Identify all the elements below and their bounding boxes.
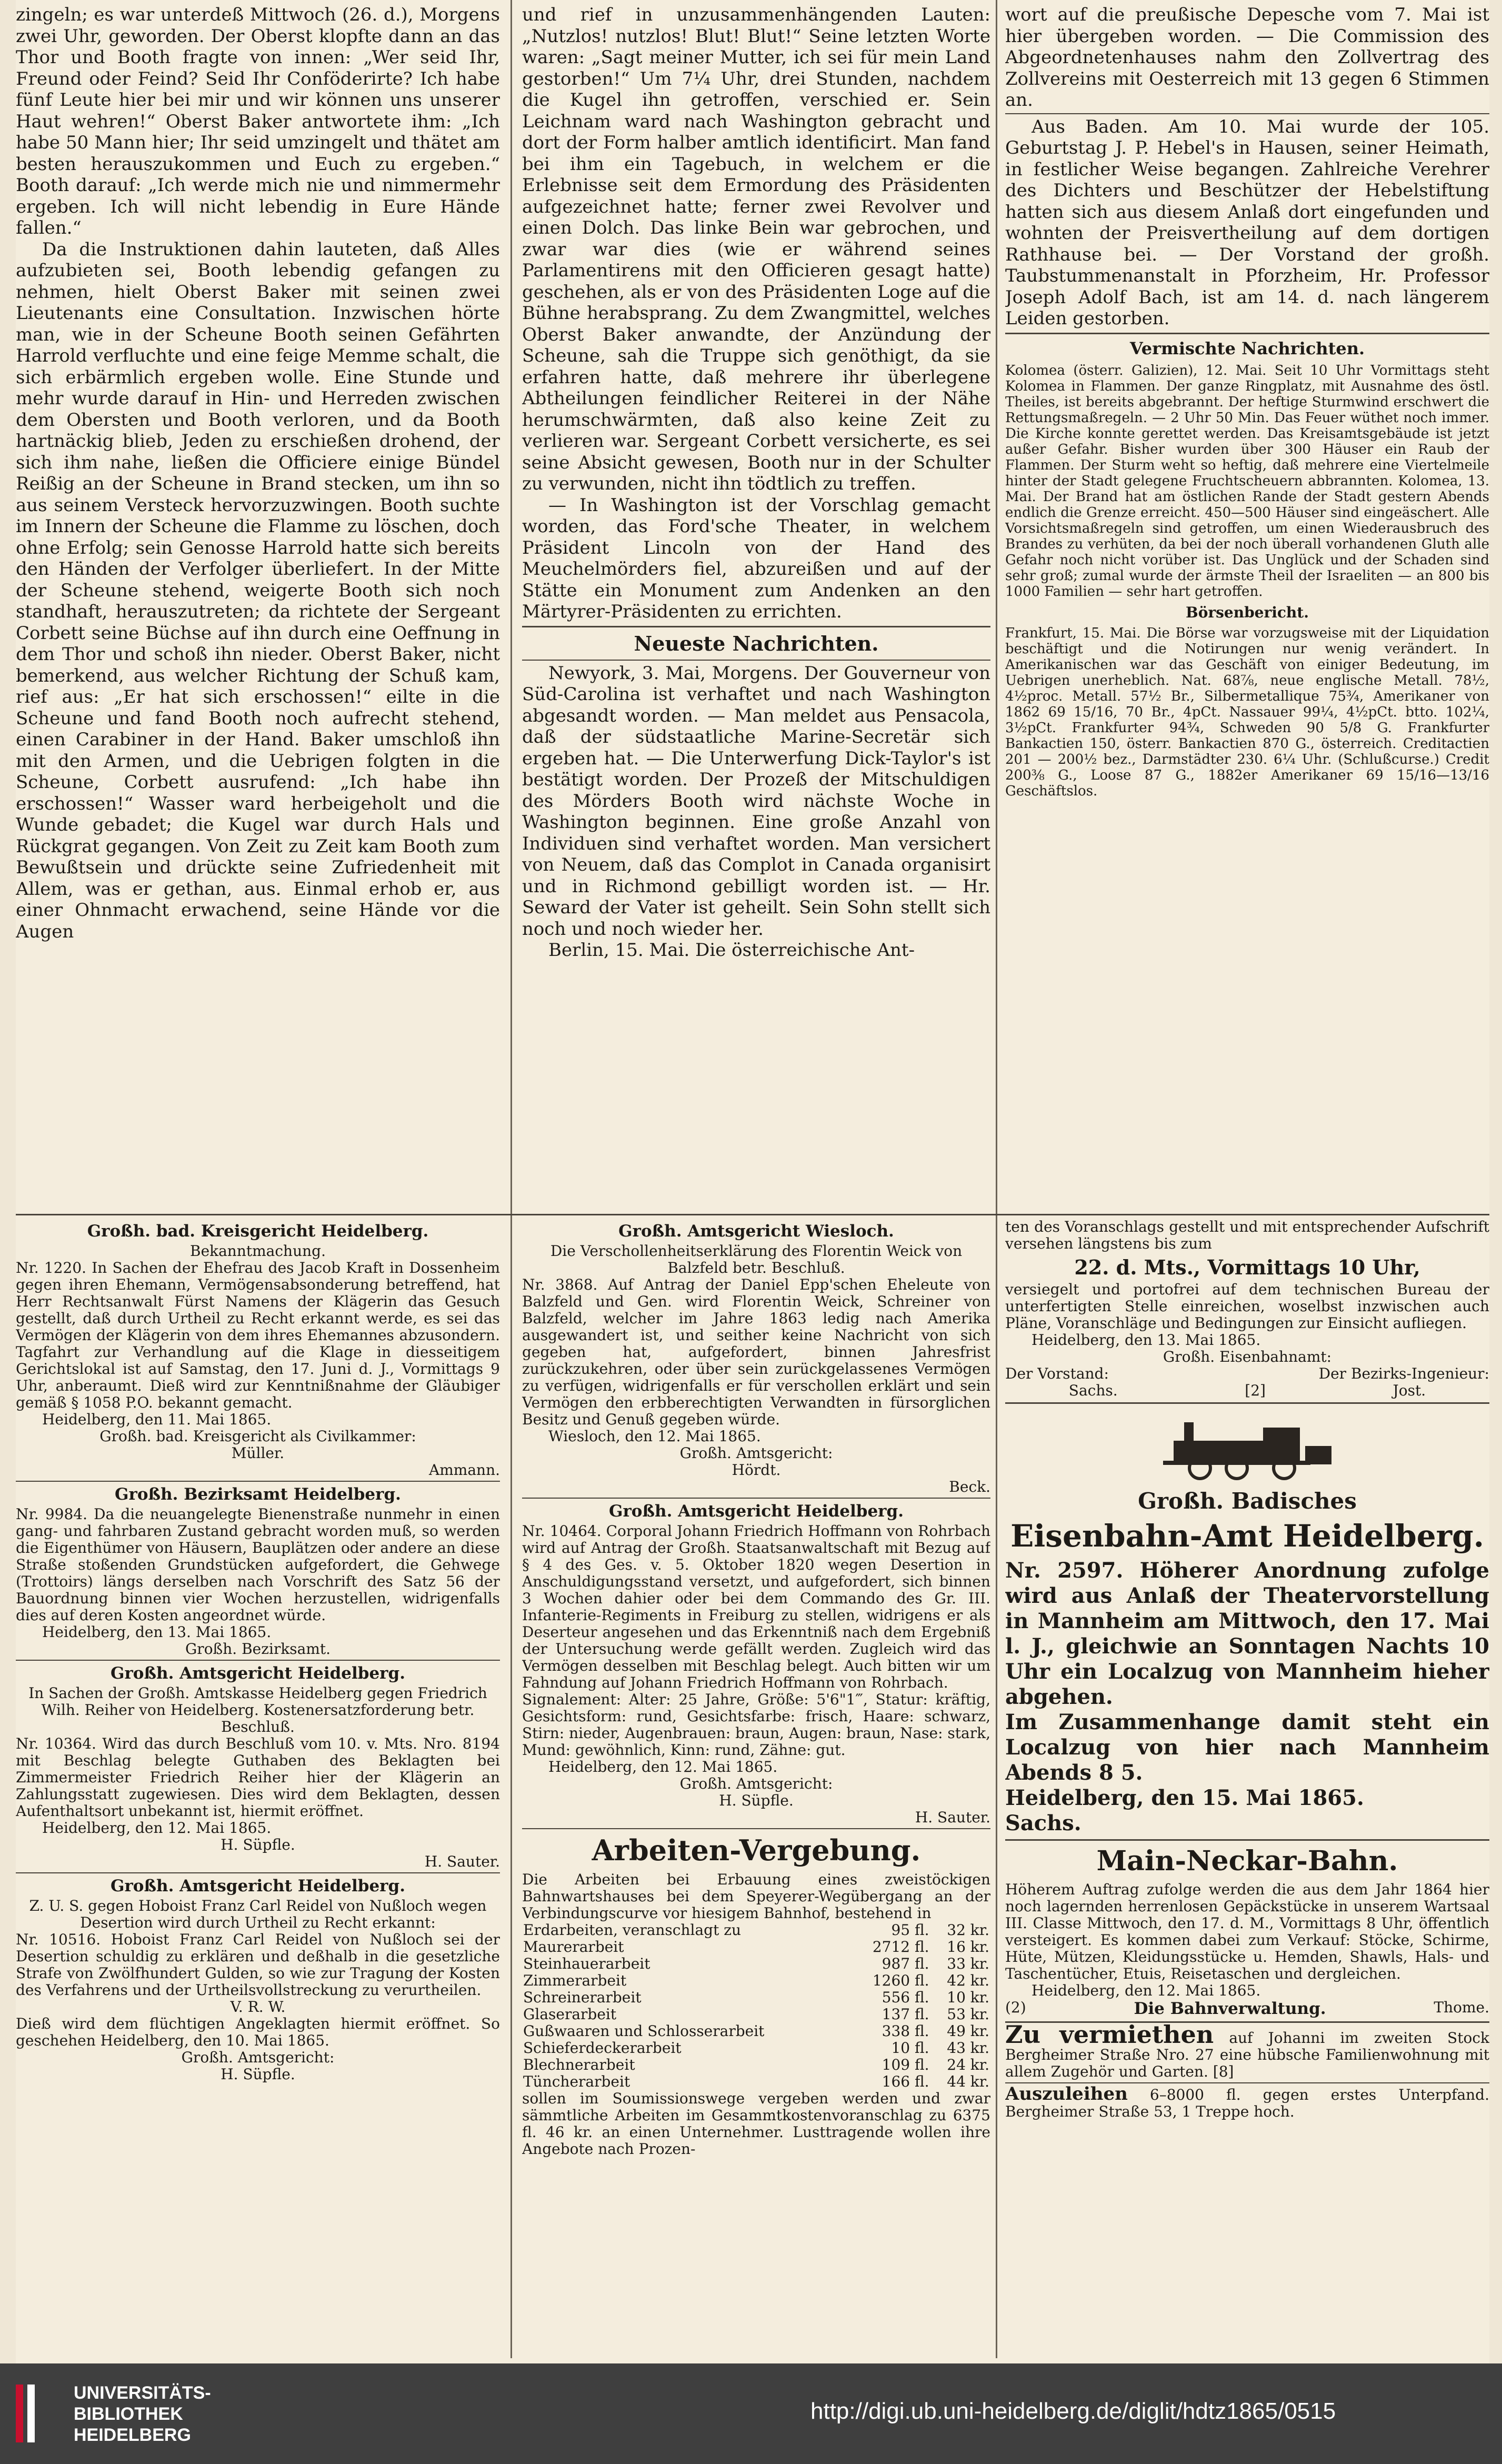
signature-row: [1005, 1382, 1489, 1399]
ad-text: Höherem Auftrag zufolge werden die aus dem Jahr 1864 hier noch lagernden herrenlosen Gepäckstücke in unserem Wartsaal III. Classe Mittwoch, den 17. d. M., Vormittags 8 Uhr, öffentlich versteigert. Es kommen dabei zum Verkauf: Stöcke, Schirme, Hüte, Mützen, Kleidungsstücke u. Hemden, Shawls, Hals- und Taschentücher, Etuis, Reisetaschen und dergleichen.: [1005, 1881, 1489, 1982]
notice-subheading: Z. U. S. gegen Hoboist Franz Carl Reidel von Nußloch wegen Desertion wird durch Urtheil zu Recht erkannt:: [29, 1897, 487, 1931]
cost-cell-kr: 44 kr.: [947, 2073, 989, 2090]
divider: [522, 1828, 990, 1829]
cost-cell-fl: 137 fl.: [882, 2006, 929, 2023]
ad-heading: Zu vermiethen: [1005, 2020, 1214, 2049]
ad-heading: Main-Neckar-Bahn.: [1096, 1845, 1398, 1877]
cost-cell-item: Gußwaaren und Schlosserarbeit: [523, 2022, 765, 2040]
notice-text: Nr. 1220. In Sachen der Ehefrau des Jacob Kraft in Dossenheim gegen ihren Ehemann, Vermögensabsonderung betreffend, hat Herr Rechtsanwalt Fürst Namens der Klägerin das Gesuch gestellt, daß durch Urtheil zu Recht erkannt werde, es sei das Vermögen der Klägerin von dem ihres Ehemannes abzusondern. Tagfahrt zur Verhandlung auf die Klage in diesseitigem Gerichtslokal ist auf Samstag, den 17. Juni d. J., Vormittags 9 Uhr, anberaumt. Dieß wird zur Kenntnißnahme der Gläubiger gemäß § 1058 P.O. bekannt gemacht.: [16, 1259, 500, 1411]
library-name: [74, 2382, 211, 2446]
ad-text: ten des Voranschlags gestellt und mit entsprechender Aufschrift versehen längstens bis zum: [1005, 1219, 1489, 1252]
divider: [522, 1498, 990, 1499]
notice-signature: Ammann.: [429, 1461, 500, 1479]
ad-heading: Eisenbahn-Amt Heidelberg.: [1010, 1518, 1484, 1554]
cost-cell-fl: 556 fl.: [882, 1989, 929, 2006]
ad-date: Heidelberg, den 12. Mai 1865.: [1032, 1982, 1261, 1999]
library-name-line: BIBLIOTHEK: [74, 2404, 183, 2424]
cost-cell-item: Schieferdeckerarbeit: [523, 2039, 682, 2057]
cost-cell-item: Tüncherarbeit: [523, 2073, 630, 2090]
footer-bar: [0, 2363, 1502, 2464]
article-column-1: [16, 4, 500, 1210]
divider: [1005, 1839, 1489, 1841]
ad-signature: Der Bezirks-Ingenieur:: [1318, 1365, 1489, 1382]
notice-signature: H. Süpfle.: [719, 1792, 794, 1809]
notice-signature: Großh. Amtsgericht:: [679, 1775, 833, 1792]
cost-row: [522, 1922, 990, 1939]
notice-date: Heidelberg, den 13. Mai 1865.: [42, 1623, 272, 1641]
cost-cell-kr: 53 kr.: [947, 2006, 989, 2023]
notice-heading: Großh. bad. Kreisgericht Heidelberg.: [87, 1222, 429, 1241]
notice-subheading: In Sachen der Großh. Amtskasse Heidelberg gegen Friedrich Wilh. Reiher von Heidelberg. Kostenersatzforderung betr. Beschluß.: [28, 1684, 487, 1735]
cost-cell-kr: 42 kr.: [947, 1972, 989, 1989]
ad-signature: Die Bahnverwaltung.: [1134, 1999, 1326, 2018]
notice-signature: Großh. Amtsgericht:: [679, 1444, 833, 1462]
cost-cell-kr: 33 kr.: [947, 1955, 989, 1972]
notice-heading: Großh. Bezirksamt Heidelberg.: [115, 1485, 401, 1504]
ad-heading: Großh. Badisches: [1138, 1488, 1357, 1514]
ad-text: Im Zusammenhange damit steht ein Localzug von hier nach Mannheim Abends 8 5.: [1005, 1710, 1489, 1785]
ad-text: Die Arbeiten bei Erbauung eines zweistöckigen Bahnwartshauses bei dem Speyerer-Wegübergang an der Verbindungscurve vor hiesigem Bahnhof, bestehend in: [522, 1871, 990, 1922]
article-text: — In Washington ist der Vorschlag gemacht worden, das Ford'sche Theater, in welchem Präsident Lincoln von der Hand des Meuchelmörders fiel, abzureißen und auf der Stätte ein Monument zum Andenken an den Märtyrer-Präsidenten zu errichten.: [522, 494, 990, 622]
cost-cell-fl: 338 fl.: [882, 2022, 929, 2040]
cost-cell-kr: 32 kr.: [947, 1921, 989, 1939]
notice-text: Dieß wird dem flüchtigen Angeklagten hiermit eröffnet. So geschehen Heidelberg, den 10. Mai 1865.: [16, 2015, 500, 2049]
notice-text: Nr. 9984. Da die neuangelegte Bienenstraße nunmehr in einen gang- und fahrbaren Zustand gebracht worden muß, so werden die Eigenthümer von Häusern, Bauplätzen oder andere an diese Straße stoßenden Grundstücken aufgefordert, die Gehwege (Trottoirs) längs derselben nach Vorschrift des Satz 56 der Bauordnung binnen vier Wochen herzustellen, widrigenfalls dies auf deren Kosten angeordnet würde.: [16, 1505, 500, 1624]
ad-signature: Der Vorstand:: [1005, 1365, 1109, 1382]
cost-cell-kr: 10 kr.: [947, 1989, 989, 2006]
notice-signature: H. Süpfle.: [221, 1836, 295, 1853]
cost-cell-item: Blechnerarbeit: [523, 2056, 635, 2073]
ad-signature: Großh. Eisenbahnamt:: [1163, 1348, 1332, 1365]
divider: [16, 1872, 500, 1873]
ad-text: auf Johanni im zweiten Stock Bergheimer Straße Nro. 27 eine hübsche Familienwohnung mit allem Zugehör und Garten. [8]: [1005, 2029, 1489, 2080]
notice-signature: Großh. bad. Kreisgericht als Civilkammer:: [99, 1428, 416, 1445]
cost-row: [522, 1989, 990, 2006]
ad-signature: [2]: [1245, 1382, 1266, 1399]
notice-subheading: Die Verschollenheitserklärung des Florentin Weick von Balzfeld betr. Beschluß.: [550, 1242, 963, 1276]
notice-text: Nr. 3868. Auf Antrag der Daniel Epp'schen Eheleute von Balzfeld und Gen. wird Florentin Weick, Schreiner von Balzfeld, welcher im Jahre 1863 ledig nach Amerika ausgewandert ist, und seither keine Nachricht von sich gegeben hat, aufgefordert, binnen Jahresfrist zurückzukehren, oder über sein zurückgelassenes Vermögen zu verfügen, widrigenfalls er für verschollen erklärt und sein Vermögen den erbberechtigten Verwandten in fürsorglichen Besitz und Genuß gegeben würde.: [522, 1276, 990, 1428]
ad-text: versiegelt und portofrei auf dem technischen Bureau der unterfertigten Stelle einreichen, woselbst inzwischen auch Pläne, Voranschläge und Bedingungen zur Einsicht aufliegen.: [1005, 1281, 1489, 1332]
cost-row: [522, 2006, 990, 2023]
cost-row: [522, 1972, 990, 1989]
cost-cell-item: Glaserarbeit: [523, 2006, 617, 2023]
notices-column-1: [16, 1219, 500, 2361]
notice-signature: Hördt.: [732, 1461, 781, 1479]
signature-row: [1005, 1365, 1489, 1382]
column-rule: [510, 1216, 512, 2358]
library-name-line: UNIVERSITÄTS-: [74, 2383, 211, 2403]
ad-heading: Arbeiten-Vergebung.: [592, 1833, 921, 1867]
divider: [16, 1660, 500, 1661]
cost-row: [522, 2023, 990, 2040]
divider: [1005, 113, 1489, 114]
column-rule: [996, 0, 997, 2358]
news-text: Newyork, 3. Mai, Morgens. Der Gouverneur von Süd-Carolina ist verhaftet und nach Washington abgesandt worden. — Man meldet aus Pensacola, daß der südstaatliche Marine-Secretär sich ergeben hat. — Die Unterwerfung Dick-Taylor's ist bestätigt worden. Der Prozeß der Mitschuldigen des Mörders Booth wird nächste Woche in Washington beginnen. Eine große Anzahl von Individuen sind verhaftet worden. Man versichert von Neuem, daß das Complot in Canada organisirt und in Richmond gebilligt worden ist. — Hr. Seward der Vater ist geheilt. Sein Sohn stellt sich noch und noch wieder her.: [522, 662, 990, 940]
source-url[interactable]: http://digi.ub.uni-heidelberg.de/diglit/hdtz1865/0515: [810, 2398, 1336, 2424]
article-text: wort auf die preußische Depesche vom 7. Mai ist hier übergeben worden. — Die Commission des Abgeordnetenhauses nahm den Zollvertrag des Zollvereins mit Oesterreich mit 13 gegen 6 Stimmen an.: [1005, 4, 1489, 111]
cost-row: [522, 2040, 990, 2057]
ad-text: 6–8000 fl. gegen erstes Unterpfand. Bergheimer Straße 53, 1 Treppe hoch.: [1005, 2086, 1489, 2120]
ad-text: sollen im Soumissionswege vergeben werden und zwar sämmtliche Arbeiten im Gesammtkostenvoranschlag zu 6375 fl. 46 kr. an einen Unternehmer. Lusttragende wollen ihre Angebote nach Prozen-: [522, 2090, 990, 2158]
notice-subheading: Bekanntmachung.: [190, 1242, 326, 1260]
ad-date: Heidelberg, den 13. Mai 1865.: [1032, 1331, 1261, 1349]
ad-heading: Auszuleihen: [1005, 2083, 1128, 2104]
ad-signature: Thome.: [1434, 1999, 1489, 2016]
newspaper-page: [16, 0, 1489, 2363]
cost-cell-kr: 24 kr.: [947, 2056, 989, 2073]
cost-row: [522, 1956, 990, 1972]
divider: [522, 660, 990, 661]
library-logo-icon: [16, 2385, 63, 2442]
cost-cell-item: Zimmerarbeit: [523, 1972, 627, 1989]
cost-cell-item: Erdarbeiten, veranschlagt zu: [523, 1921, 742, 1939]
notice-signature: Müller.: [231, 1444, 285, 1462]
section-heading: Neueste Nachrichten.: [634, 631, 879, 655]
column-rule: [510, 0, 512, 1216]
cost-cell-fl: 166 fl.: [882, 2073, 929, 2090]
cost-table: [522, 1922, 990, 2090]
stock-report: Frankfurt, 15. Mai. Die Börse war vorzugsweise mit der Liquidation beschäftigt und die Notirungen nur wenig verändert. In Amerikanischen war das Geschäft von einiger Bedeutung, im Uebrigen unerheblich. Nat. 68⅞, neue englische Metall. 78½, 4½proc. Metall. 57½ Br., Silbermetallique 75¾, Amerikaner von 1862 69 15/16, 70 Br., 4pCt. Nassauer 99¼, 4½pCt. btto. 102¼, 3½pCt. Frankfurter 94¾, Schweden 90 5/8 G. Frankfurter Bankactien 150, österr. Bankactien 870 G., österreich. Creditactien 201 — 200½ bez., Darmstädter 230. 6¼ Uhr. (Schlußcurse.) Credit 200⅜ G., Loose 87 G., 1882er Amerikaner 69 15/16—13/16 Geschäftslos.: [1005, 625, 1489, 799]
notices-column-2: [522, 1219, 990, 2361]
article-text: Da die Instruktionen dahin lauteten, daß Alles aufzubieten sei, Booth lebendig gefangen zu nehmen, hielt Oberst Baker mit seinen zwei Lieutenants eine Consultation. Inzwischen hörte man, wie in der Scheune Booth seinen Gefährten Harrold verfluchte und eine feige Memme schalt, die sich erbärmlich ergeben wolle. Eine Stunde und mehr wurde darauf in Hin- und Herreden zwischen dem Obersten und Booth verloren, und da Booth hartnäckig blieb, Jeden zu erschießen drohend, der sich ihm nahe, ließen die Officiere einige Bündel Reißig an der Scheune in Brand stecken, um ihn so aus seinem Versteck hervorzuzwingen. Booth suchte im Innern der Scheune die Flamme zu löschen, doch ohne Erfolg; sein Genosse Harrold hatte sich bereits den Händen der Verfolger überliefert. In der Mitte der Scheune stehend, weigerte Booth sich noch standhaft, herauszutreten; da richtete der Sergeant Corbett seine Büchse auf ihn durch eine Oeffnung in dem Thor und schoß ihn nieder. Oberst Baker, nicht bemerkend, aus welcher Richtung der Schuß kam, rief aus: „Er hat sich erschossen!“ eilte in die Scheune und fand Booth noch aufrecht stehend, einen Carabiner in der Hand. Baker umschloß ihn mit den Armen, und die Uebrigen folgten in die Scheune, Corbett ausrufend: „Ich habe ihn erschossen!“ Wasser ward herbeigeholt und die Wunde gebadet; die Kugel war durch Hals und Rückgrat gegangen. Von Zeit zu Zeit kam Booth zum Bewußtsein und drückte seine Zufriedenheit mit Allem, was er gethan, aus. Einmal erhob er, aus einer Ohnmacht erwachend, seine Hände vor die Augen: [16, 238, 500, 942]
divider: [1005, 333, 1489, 334]
cost-cell-item: Maurerarbeit: [523, 1938, 624, 1956]
library-name-line: HEIDELBERG: [74, 2425, 191, 2445]
notice-date: Heidelberg, den 12. Mai 1865.: [548, 1758, 778, 1775]
cost-row: [522, 1939, 990, 1956]
section-heading: Vermischte Nachrichten.: [1129, 338, 1365, 358]
notice-signature: H. Sauter.: [915, 1809, 990, 1826]
cost-row: [522, 2057, 990, 2073]
locomotive-icon: [1153, 1409, 1342, 1483]
notice-signature: Beck.: [949, 1478, 990, 1495]
notice-heading: Großh. Amtsgericht Heidelberg.: [111, 1664, 405, 1683]
notice-date: Heidelberg, den 12. Mai 1865.: [42, 1819, 272, 1837]
notice-heading: Großh. Amtsgericht Heidelberg.: [111, 1877, 405, 1896]
ad-signature: Sachs.: [1068, 1382, 1118, 1399]
notice-heading: Großh. Amtsgericht Heidelberg.: [609, 1502, 904, 1521]
cost-cell-kr: 49 kr.: [947, 2022, 989, 2040]
signature-row: [1005, 1999, 1489, 2018]
article-text: zingeln; es war unterdeß Mittwoch (26. d.), Morgens zwei Uhr, geworden. Der Oberst klopfte dann an das Thor und Booth fragte von innen: „Wer seid Ihr, Freund oder Feind? Seid Ihr Conföderirte? Ich habe fünf Leute hier bei mir und wir können uns unserer Haut wehren!“ Oberst Baker antwortete ihm: „Ich habe 50 Mann hier; Ihr seid umzingelt und thätet am besten herauszukommen und Euch zu ergeben.“ Booth darauf: „Ich werde mich nie und nimmermehr ergeben. Ich will nicht lebendig in Eure Hände fallen.“: [16, 4, 500, 238]
divider: [16, 1214, 1489, 1215]
cost-cell-fl: 10 fl.: [891, 2039, 929, 2057]
cost-cell-item: Steinhauerarbeit: [523, 1955, 650, 1972]
cost-cell-fl: 1260 fl.: [872, 1972, 929, 1989]
cost-cell-kr: 16 kr.: [947, 1938, 989, 1956]
notices-column-3: [1005, 1219, 1489, 2361]
notice-text: Signalement: Alter: 25 Jahre, Größe: 5'6"1‴, Statur: kräftig, Gesichtsform: rund, Gesichtsfarbe: frisch, Haare: schwarz, Stirn: nieder, Augenbrauen: braun, Augen: braun, Nase: stark, Mund: gewöhnlich, Kinn: rund, Zähne: gut.: [522, 1691, 990, 1759]
cost-row: [522, 2073, 990, 2090]
notice-signature: H. Sauter.: [424, 1853, 500, 1870]
ad-date: Heidelberg, den 15. Mai 1865.: [1005, 1785, 1364, 1810]
ad-signature: Jost.: [1393, 1382, 1426, 1399]
notice-signature: Großh. Amtsgericht:: [181, 2049, 335, 2066]
divider: [16, 1481, 500, 1482]
section-heading: Börsenbericht.: [1186, 603, 1309, 621]
ad-signature: (2): [1005, 1999, 1026, 2016]
notice-signature: Großh. Bezirksamt.: [185, 1640, 331, 1658]
cost-cell-fl: 2712 fl.: [872, 1938, 929, 1956]
cost-cell-item: Schreinerarbeit: [523, 1989, 642, 2006]
cost-cell-fl: 109 fl.: [882, 2056, 929, 2073]
notice-signature: H. Süpfle.: [221, 2066, 295, 2083]
mixed-news: Kolomea (österr. Galizien), 12. Mai. Seit 10 Uhr Vormittags steht Kolomea in Flammen. Der ganze Ringplatz, mit Ausnahme des östl. Theiles, ist bereits abgebrannt. Der heftige Sturmwind erschwert die Rettungsmaßregeln. — 2 Uhr 50 Min. Das Feuer wüthet noch immer. Die Kirche konnte gerettet werden. Das Kreisamtsgebäude ist jetzt außer Gefahr. Bisher wurden über 300 Häuser ein Raub der Flammen. Der Sturm weht so heftig, daß mehrere eine Viertelmeile hinter der Stadt gelegene Fruchtscheuern abbrannten. Kolomea, 13. Mai. Der Brand hat am östlichen Rande der Stadt gestern Abends endlich die Grenze erreicht. 450—500 Häuser sind eingeäschert. Alle Vorsichtsmaßregeln sind getroffen, um einen Wiederausbruch des Brandes zu verhüten, da bei der noch überall vorhandenen Gluth alle Gefahr noch nicht vorüber ist. Das Unglück und der Schaden sind sehr groß; zumal wurde der ärmste Theil der Israeliten — an 800 bis 1000 Familien — sehr hart getroffen.: [1005, 362, 1489, 600]
notice-date: Heidelberg, den 11. Mai 1865.: [42, 1411, 272, 1428]
cost-cell-kr: 43 kr.: [947, 2039, 989, 2057]
notice-heading: Großh. Amtsgericht Wiesloch.: [618, 1222, 894, 1241]
notice-text: V. R. W.: [230, 1998, 286, 2016]
notice-text: Nr. 10516. Hoboist Franz Carl Reidel von Nußloch sei der Desertion schuldig zu erklären und deßhalb in die gesetzliche Strafe von Zwölfhundert Gulden, so wie zur Tragung der Kosten des Verfahrens und der Urtheilsvollstreckung zu verurtheilen.: [16, 1931, 500, 1999]
cost-cell-fl: 95 fl.: [891, 1921, 929, 1939]
ad-signature: Sachs.: [1005, 1811, 1082, 1835]
article-text: und rief in unzusammenhängenden Lauten: „Nutzlos! nutzlos! Blut! Blut!“ Seine letzten Worte waren: „Sagt meiner Mutter, ich sei für mein Land gestorben!“ Um 7¼ Uhr, drei Stunden, nachdem die Kugel ihn getroffen, verschied er. Sein Leichnam ward nach Washington gebracht und dort der Form halber amtlich identificirt. Man fand bei ihm ein Tagebuch, in welchem er die Erlebnisse seit dem Ermordung des Präsidenten aufgezeichnet hatte; ferner zwei Revolver und einen Dolch. Das linke Bein war gebrochen, und zwar war dies (wie er während seines Parlamentirens mit den Officieren gesagt hatte) geschehen, als er von des Präsidenten Loge auf die Bühne herabsprang. Zu dem Zwangmittel, welches Oberst Baker anwandte, der Anzündung der Scheune, sah die Truppe sich genöthigt, da sie erfahren hatte, daß mehrere ihr überlegene Abtheilungen feindlicher Reiterei in der Nähe herumschwärmten, daß also keine Zeit zu verlieren war. Sergeant Corbett versicherte, es sei seine Absicht gewesen, Booth nur in der Schulter zu verwunden, nicht ihn tödtlich zu treffen.: [522, 4, 990, 494]
notice-text: Nr. 10464. Corporal Johann Friedrich Hoffmann von Rohrbach wird auf Antrag der Großh. Staatsanwaltschaft mit Bezug auf § 4 des Ges. v. 5. Oktober 1820 wegen Desertion in Anschuldigungsstand versetzt, und aufgefordert, sich binnen 3 Wochen dahier oder bei dem Commando des Gr. III. Infanterie-Regiments in Freiburg zu stellen, widrigens er als Deserteur angesehen und das Erkenntniß nach dem Ergebniß der Untersuchung werde gefällt werden. Zugleich wird das Vermögen desselben mit Beschlag belegt. Auch bitten wir um Fahndung auf Johann Friedrich Hoffmann von Rohrbach.: [522, 1522, 990, 1691]
divider: [522, 626, 990, 627]
baden-news: Aus Baden. Am 10. Mai wurde der 105. Geburtstag J. P. Hebel's in Hausen, seiner Heimath, in festlicher Weise begangen. Zahlreiche Verehrer des Dichters und Beschützer der Hebelstiftung hatten sich aus diesem Anlaß dort eingefunden und wohnten der Preisvertheilung auf dem dortigen Rathhause bei. — Der Vorstand der großh. Taubstummenanstalt in Pforzheim, Hr. Professor Joseph Adolf Bach, ist am 14. d. nach längerem Leiden gestorben.: [1005, 116, 1489, 329]
ad-date: 22. d. Mts., Vormittags 10 Uhr,: [1074, 1255, 1420, 1279]
notice-text: Nr. 10364. Wird das durch Beschluß vom 10. v. Mts. Nro. 8194 mit Beschlag belegte Guthaben des Beklagten bei Zimmermeister Friedrich Reiher hier der Klägerin an Zahlungsstatt zugewiesen. Dies wird dem Beklagten, dessen Aufenthaltsort unbekannt ist, hiermit eröffnet.: [16, 1735, 500, 1820]
divider: [1005, 1402, 1489, 1404]
cost-cell-fl: 987 fl.: [882, 1955, 929, 1972]
ad-text: Nr. 2597. Höherer Anordnung zufolge wird aus Anlaß der Theatervorstellung in Mannheim am Mittwoch, den 17. Mai l. J., gleichwie an Sonntagen Nachts 10 Uhr ein Localzug von Mannheim hieher abgehen.: [1005, 1558, 1489, 1709]
notice-date: Wiesloch, den 12. Mai 1865.: [548, 1428, 761, 1445]
article-column-2: [522, 4, 990, 1210]
article-column-3: [1005, 4, 1489, 1210]
news-text: Berlin, 15. Mai. Die österreichische Ant-: [548, 940, 915, 961]
